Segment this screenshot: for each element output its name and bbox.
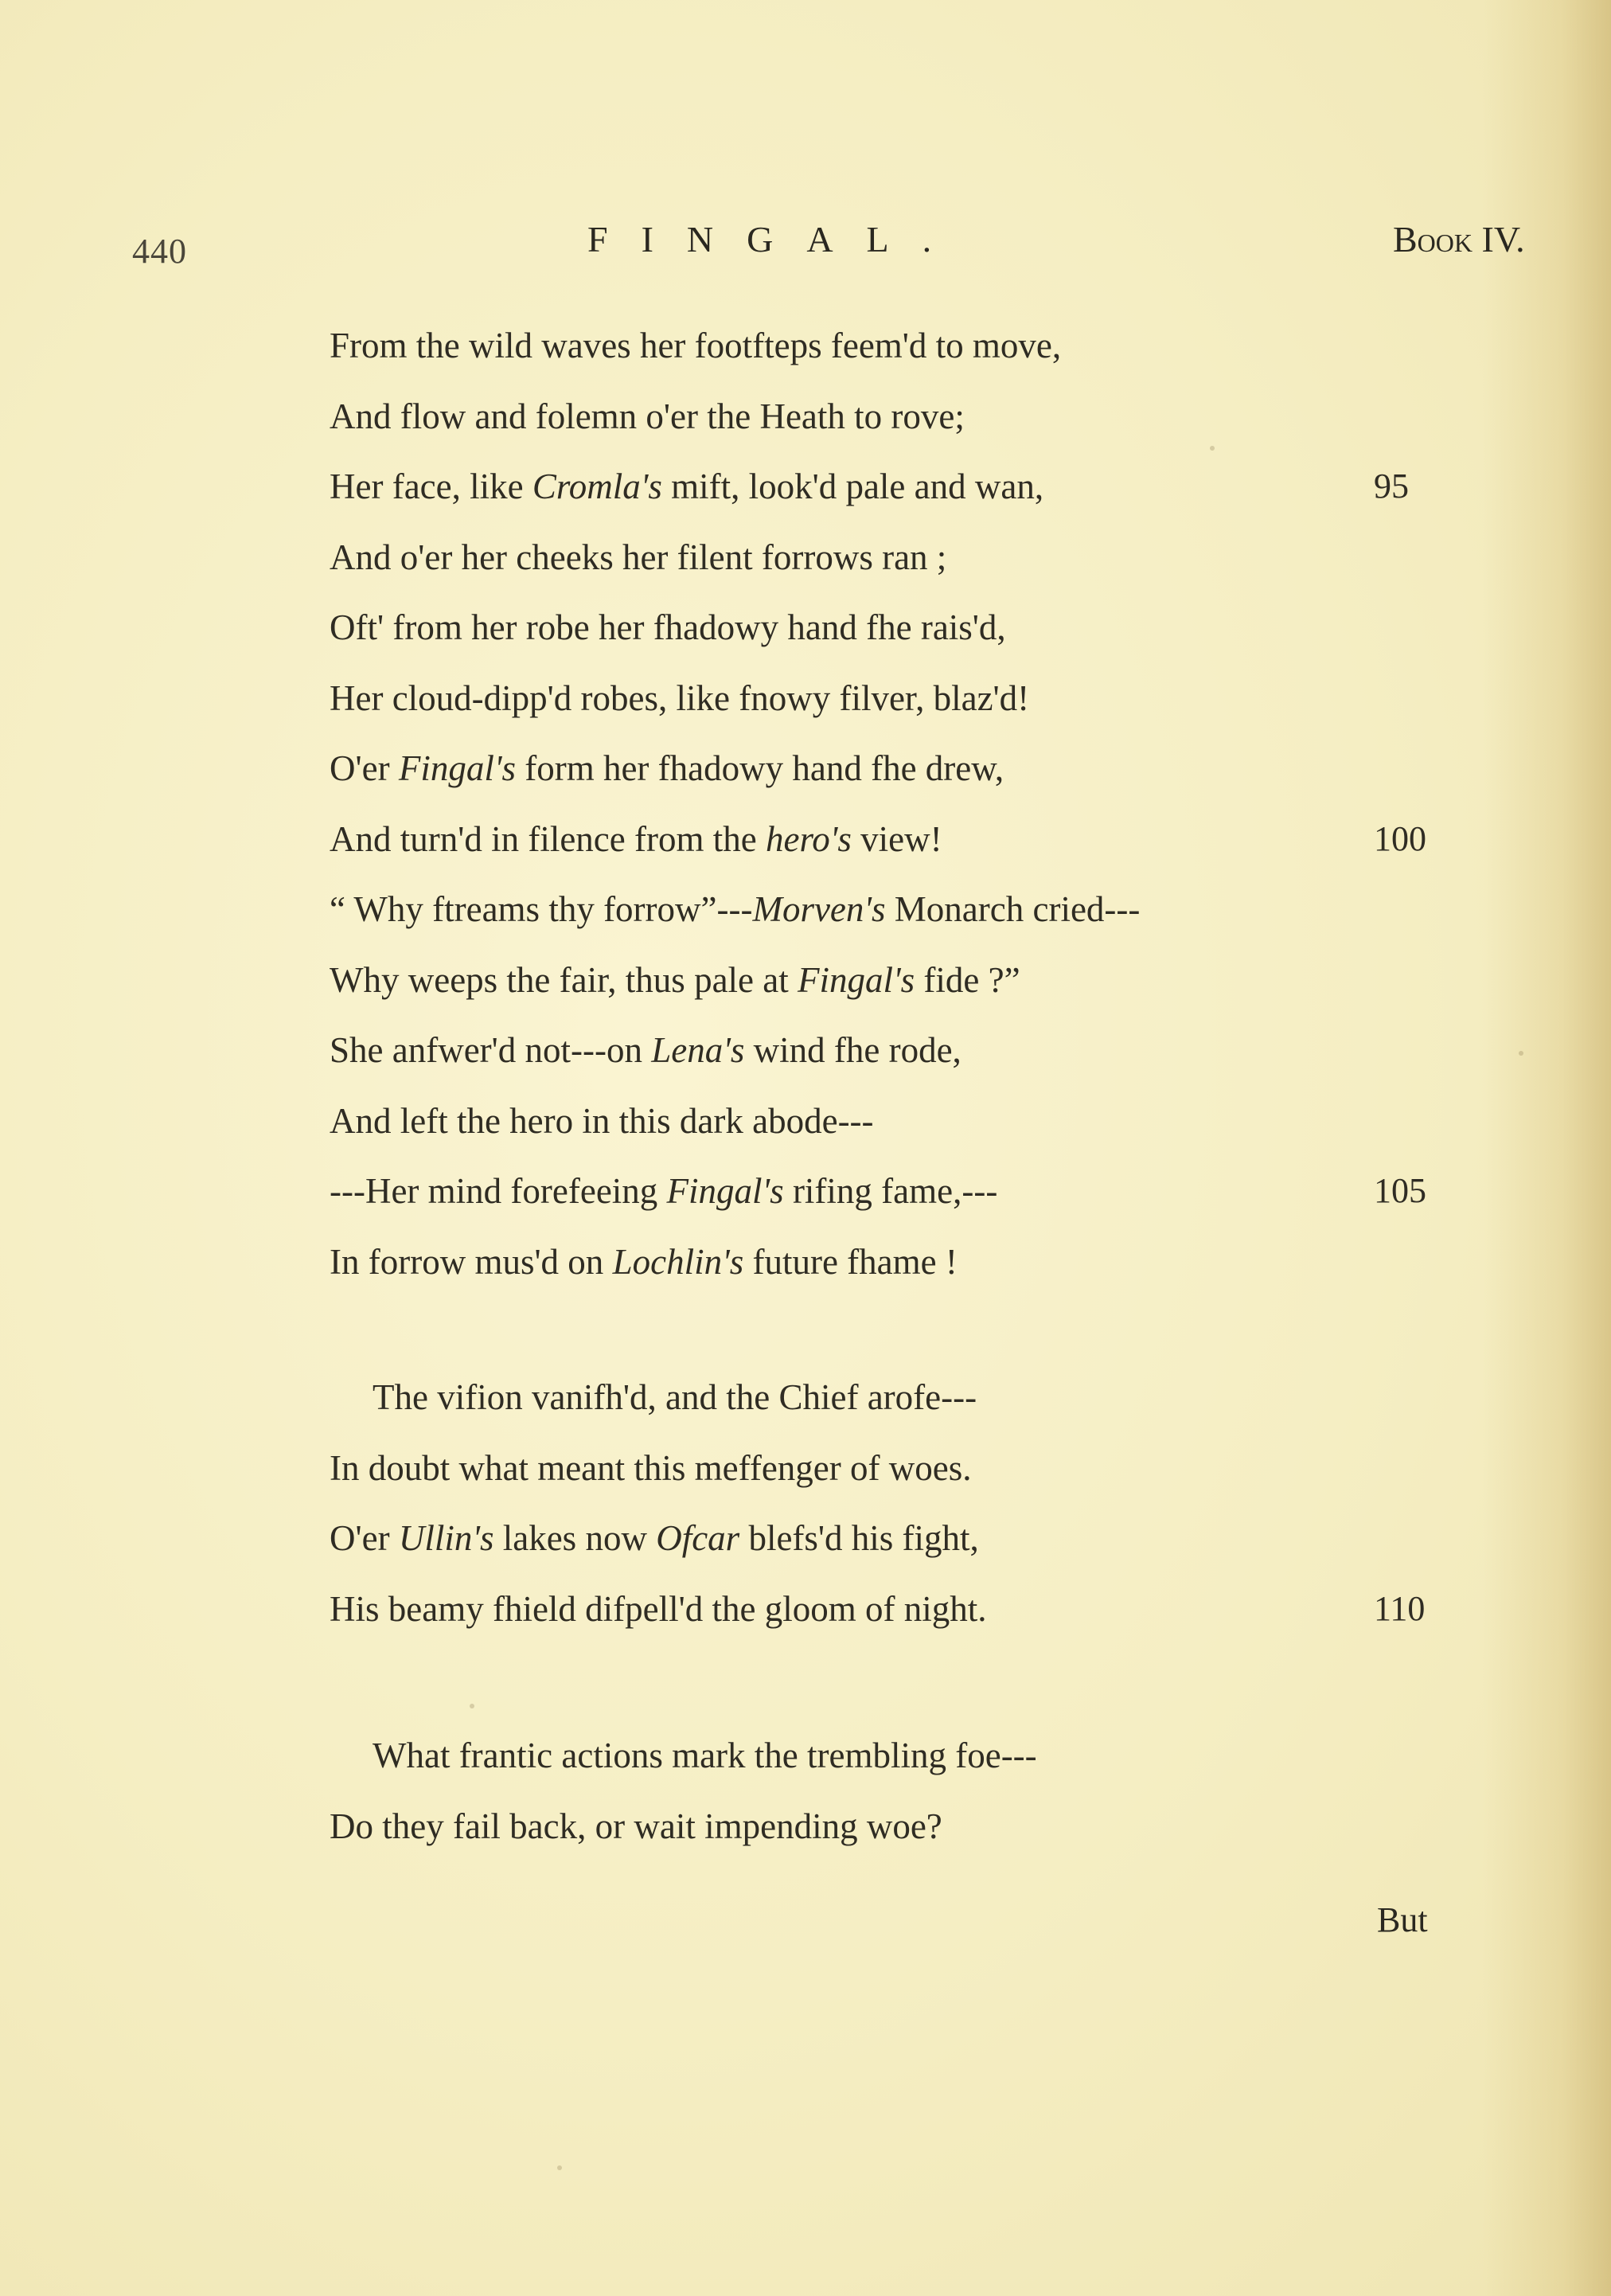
verse-segment: “ Why ftreams thy forrow”--- bbox=[330, 889, 753, 929]
catchword: But bbox=[1377, 1900, 1428, 1939]
verse-text bbox=[330, 1086, 874, 1156]
verse-line bbox=[330, 381, 1444, 452]
verse-segment: rifing fame,--- bbox=[783, 1171, 998, 1211]
stanza bbox=[330, 1362, 1444, 1644]
verse-segment: In doubt what meant this meffenger of woes. bbox=[330, 1447, 972, 1488]
verse-line bbox=[330, 522, 1444, 593]
verse-text bbox=[330, 874, 1140, 944]
verse-text bbox=[330, 663, 1029, 733]
verse-line bbox=[330, 945, 1444, 1016]
verse-line bbox=[330, 1503, 1444, 1574]
italic-name: Fingal's bbox=[666, 1171, 784, 1211]
verse-text bbox=[330, 804, 942, 874]
verse-segment: form her fhadowy hand fhe drew, bbox=[515, 748, 1004, 788]
book-label: Book IV. bbox=[1393, 219, 1525, 260]
verse-line bbox=[330, 592, 1444, 663]
verse-segment: future fhame ! bbox=[743, 1241, 958, 1282]
verse-text bbox=[330, 1574, 986, 1644]
italic-name: Cromla's bbox=[532, 467, 662, 506]
page-header bbox=[0, 213, 1611, 277]
verse-text bbox=[330, 1720, 1037, 1790]
paper-speck bbox=[1519, 1051, 1523, 1056]
verse-segment: His beamy fhield difpell'd the gloom of night. bbox=[330, 1588, 987, 1629]
verse-line bbox=[330, 310, 1444, 381]
verse-segment: Her face, like bbox=[330, 467, 532, 506]
verse-line bbox=[330, 1156, 1444, 1227]
verse-segment: The vifion vanifh'd, and the Chief arofe--- bbox=[373, 1377, 977, 1417]
verse-segment: fide ?” bbox=[915, 959, 1020, 1000]
verse-line bbox=[330, 663, 1444, 734]
verse-segment: blefs'd his fight, bbox=[739, 1518, 979, 1558]
verse-line bbox=[330, 804, 1444, 875]
verse-segment: view! bbox=[851, 818, 942, 859]
paper-speck bbox=[1210, 446, 1215, 451]
verse-line bbox=[330, 874, 1444, 945]
verse-line bbox=[330, 1086, 1444, 1157]
verse-segment: And flow and folemn o'er the Heath to rove; bbox=[330, 396, 965, 436]
verse-text bbox=[330, 945, 1020, 1015]
verse-segment: And turn'd in filence from the bbox=[330, 818, 766, 859]
verse-segment: In forrow mus'd on bbox=[330, 1241, 613, 1282]
line-number: 110 bbox=[1374, 1588, 1426, 1628]
line-number: 95 bbox=[1374, 467, 1409, 506]
verse-segment: What frantic actions mark the trembling foe--- bbox=[373, 1736, 1037, 1775]
verse-line bbox=[330, 733, 1444, 804]
italic-name: Lochlin's bbox=[612, 1241, 744, 1282]
verse-text bbox=[330, 1015, 962, 1085]
line-number: 100 bbox=[1374, 818, 1426, 858]
verse-text bbox=[330, 1362, 977, 1432]
italic-name: Lena's bbox=[651, 1030, 745, 1070]
verse-line bbox=[330, 1574, 1444, 1645]
verse-segment: wind fhe rode, bbox=[744, 1030, 962, 1070]
verse-text bbox=[330, 1156, 997, 1226]
verse-segment: lakes now bbox=[493, 1518, 657, 1558]
verse-text bbox=[330, 310, 1061, 381]
verse-text bbox=[330, 1227, 958, 1297]
italic-name: Fingal's bbox=[398, 748, 516, 788]
verse-line bbox=[330, 1433, 1444, 1504]
poem-body bbox=[330, 310, 1444, 1861]
verse-segment: mift, look'd pale and wan, bbox=[661, 467, 1044, 506]
italic-name: Fingal's bbox=[798, 959, 915, 1000]
verse-text bbox=[330, 522, 946, 592]
verse-segment: ---Her mind forefeeing bbox=[330, 1171, 667, 1211]
verse-segment: And o'er her cheeks her filent forrows ran ; bbox=[330, 537, 947, 577]
verse-segment: Do they fail back, or wait impending woe? bbox=[330, 1806, 942, 1846]
verse-line bbox=[330, 1015, 1444, 1086]
verse-text bbox=[330, 1791, 942, 1861]
verse-segment: Her cloud-dipp'd robes, like fnowy filver, blaz'd! bbox=[330, 677, 1030, 718]
stanza bbox=[330, 310, 1444, 1297]
verse-text bbox=[330, 1503, 979, 1573]
running-title: FINGAL. bbox=[587, 219, 965, 260]
page-number: 440 bbox=[132, 232, 187, 271]
paper-speck bbox=[470, 1704, 474, 1708]
italic-name: Ullin's bbox=[398, 1518, 494, 1558]
verse-segment: She anfwer'd not---on bbox=[330, 1030, 652, 1070]
italic-name: Morven's bbox=[752, 889, 886, 929]
verse-text bbox=[330, 1433, 971, 1503]
stanza-gap bbox=[330, 1644, 1444, 1720]
verse-segment: From the wild waves her footfteps feem'd to move, bbox=[330, 326, 1062, 365]
verse-segment: Oft' from her robe her fhadowy hand fhe rais'd, bbox=[330, 607, 1006, 647]
verse-line bbox=[330, 1227, 1444, 1298]
line-number: 105 bbox=[1374, 1171, 1426, 1210]
stanza-gap bbox=[330, 1297, 1444, 1362]
verse-text bbox=[330, 592, 1006, 662]
verse-line bbox=[330, 1720, 1444, 1791]
verse-line bbox=[330, 451, 1444, 522]
verse-segment: Monarch cried--- bbox=[885, 889, 1141, 929]
italic-name: Ofcar bbox=[656, 1518, 740, 1558]
stanza bbox=[330, 1720, 1444, 1861]
verse-text bbox=[330, 733, 1004, 803]
verse-line bbox=[330, 1791, 1444, 1862]
verse-segment: Why weeps the fair, thus pale at bbox=[330, 959, 798, 1000]
verse-segment: And left the hero in this dark abode--- bbox=[330, 1100, 874, 1141]
verse-text bbox=[330, 381, 965, 451]
verse-segment: O'er bbox=[330, 1518, 399, 1558]
verse-line bbox=[330, 1362, 1444, 1433]
italic-name: hero's bbox=[765, 818, 852, 859]
paper-speck bbox=[557, 2165, 562, 2170]
verse-text bbox=[330, 451, 1043, 521]
verse-segment: O'er bbox=[330, 748, 399, 788]
